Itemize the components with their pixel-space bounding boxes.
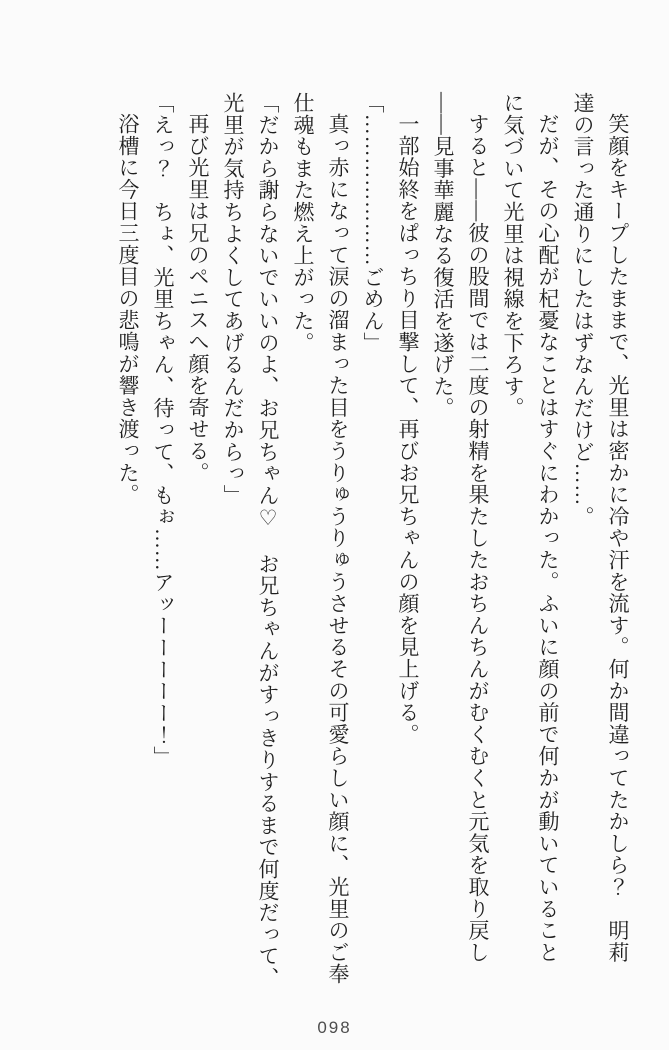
body-text [110,92,635,994]
paragraph: だが、その心配が杞憂なことはすぐにわかった。ふいに顔の前で何かが動いていること に気づいて光里は視線を下ろす。 [501,92,560,964]
paragraph: 真っ赤になって涙の溜まった目をうりゅうりゅうさせるその可愛らしい顔に、光里のご奉 仕魂もまた燃え上がった。 [291,92,350,985]
paragraph: 再び光里は兄のペニスへ顔を寄せる。 [186,113,210,484]
paragraph: 笑顔をキープしたままで、光里は密かに冷や汗を流す。何か間違ってたかしら？ 明莉 達の言った通りにしたはずなんだけど……。 [571,92,630,964]
paragraph: すると――彼の股間では二度の射精を果たしたおちんちんがむくむくと元気を取り戻し ――見事華麗なる復活を遂げた。 [431,92,490,964]
page-number: 098 [317,1018,352,1037]
paragraph: 「…………………ごめん」 [361,92,385,354]
paragraph: 一部始終をぱっちり目撃して、再びお兄ちゃんの顔を見上げる。 [396,113,420,746]
paragraph: 「だから謝らないでいいのよ、お兄ちゃん♡ お兄ちゃんがすっきりするまで何度だって、 光里が気持ちよくしてあげるんだからっ」 [221,92,280,989]
paragraph: 「えっ？ ちょ、光里ちゃん、待って、もぉ……アッーーーーー！」 [151,92,175,768]
paragraph: 浴槽に今日三度目の悲鳴が響き渡った。 [116,113,140,506]
